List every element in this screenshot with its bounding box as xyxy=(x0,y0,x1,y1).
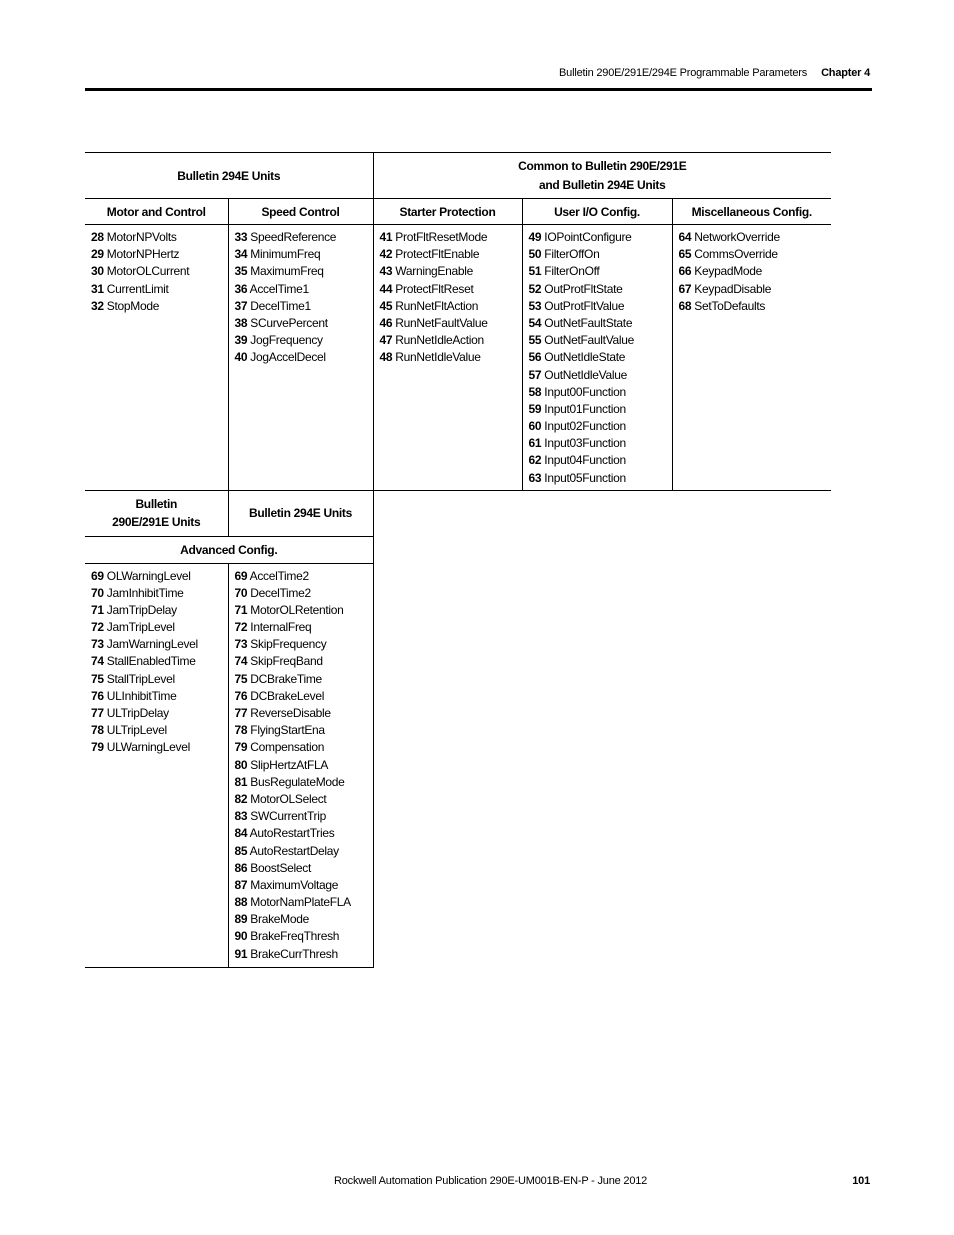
parameter-item xyxy=(235,315,373,332)
parameter-number: 35 xyxy=(234,264,248,279)
parameter-name: MotorNPHertz xyxy=(106,247,180,262)
footer-publication: Rockwell Automation Publication 290E-UM001B-EN-P - June 2012 xyxy=(334,1175,648,1187)
parameter-number: 33 xyxy=(234,230,248,244)
group-header-294e-units: Bulletin 294E Units xyxy=(85,153,373,199)
parameter-name: FlyingStartEna xyxy=(250,723,325,738)
parameter-name: MaximumFreq xyxy=(250,264,324,279)
parameter-number: 85 xyxy=(234,843,248,858)
parameter-name: JamInhibitTime xyxy=(106,585,184,600)
parameter-item xyxy=(529,349,672,366)
parameter-item xyxy=(235,602,373,619)
parameter-number: 75 xyxy=(234,671,248,686)
parameter-name: SlipHertzAtFLA xyxy=(250,757,329,772)
parameter-name: WarningEnable xyxy=(395,264,474,279)
parameter-name: ProtectFltReset xyxy=(395,281,474,296)
parameter-number: 55 xyxy=(528,333,542,348)
parameter-item xyxy=(91,281,228,298)
column-header-misc-config: Miscellaneous Config. xyxy=(672,199,831,225)
parameter-number: 76 xyxy=(234,688,248,703)
parameter-number: 76 xyxy=(91,688,104,703)
parameter-number: 75 xyxy=(91,671,104,686)
starter-protection-list xyxy=(373,225,522,491)
parameter-number: 83 xyxy=(234,809,248,824)
parameter-item xyxy=(91,688,228,705)
parameter-item xyxy=(380,246,522,263)
parameter-item xyxy=(235,585,373,602)
parameter-number: 73 xyxy=(234,637,248,652)
user-io-config-list xyxy=(522,225,672,491)
parameter-name: NetworkOverride xyxy=(694,230,780,244)
parameter-item xyxy=(91,636,228,653)
parameter-name: CommsOverride xyxy=(694,247,778,262)
parameter-item xyxy=(380,298,522,315)
parameter-name: StopMode xyxy=(106,298,160,313)
parameter-item xyxy=(529,401,672,418)
parameter-number: 57 xyxy=(528,367,542,382)
parameter-item xyxy=(235,636,373,653)
parameter-number: 67 xyxy=(678,281,692,296)
header-chapter: Chapter 4 xyxy=(821,67,870,79)
parameter-number: 71 xyxy=(91,602,104,617)
parameter-item xyxy=(529,246,672,263)
parameter-number: 50 xyxy=(528,247,542,262)
parameter-number: 81 xyxy=(234,774,248,789)
parameter-number: 60 xyxy=(528,419,542,434)
parameter-number: 29 xyxy=(91,247,104,262)
parameter-number: 84 xyxy=(234,826,248,841)
parameter-name: FilterOffOn xyxy=(544,247,600,262)
parameter-number: 66 xyxy=(678,264,692,279)
parameter-number: 86 xyxy=(234,860,248,875)
parameter-number: 59 xyxy=(528,401,542,416)
parameter-item xyxy=(235,568,373,585)
parameter-name: KeypadMode xyxy=(694,264,763,279)
parameter-item xyxy=(235,946,373,963)
parameter-name: JogAccelDecel xyxy=(250,350,326,365)
parameter-number: 51 xyxy=(528,264,542,279)
parameter-name: BoostSelect xyxy=(250,860,312,875)
parameter-item xyxy=(91,585,228,602)
parameter-name: BrakeCurrThresh xyxy=(250,946,338,961)
parameter-name: InternalFreq xyxy=(250,620,312,635)
parameter-item xyxy=(529,332,672,349)
parameter-number: 74 xyxy=(234,654,248,669)
column-header-motor-control: Motor and Control xyxy=(85,199,228,225)
parameter-item xyxy=(235,688,373,705)
parameter-item xyxy=(679,246,832,263)
parameter-item xyxy=(235,332,373,349)
parameter-item xyxy=(235,229,373,246)
parameter-name: OLWarningLevel xyxy=(106,568,191,583)
advanced-config-290e-list xyxy=(85,563,228,967)
column-header-290e-291e-units: Bulletin 290E/291E Units xyxy=(85,491,228,536)
parameter-item xyxy=(380,315,522,332)
parameter-item xyxy=(235,671,373,688)
parameter-item xyxy=(235,808,373,825)
column-header-starter-protection: Starter Protection xyxy=(373,199,522,225)
parameter-number: 46 xyxy=(379,315,393,330)
running-header xyxy=(559,67,870,79)
parameter-name: BusRegulateMode xyxy=(250,774,345,789)
parameter-number: 65 xyxy=(678,247,692,262)
parameter-name: FilterOnOff xyxy=(544,264,600,279)
parameter-name: Input02Function xyxy=(544,419,626,434)
parameter-item xyxy=(529,435,672,452)
group-header-common-units: Common to Bulletin 290E/291E and Bulletin 294E Units xyxy=(373,153,831,199)
parameter-groups-table xyxy=(85,152,831,491)
parameter-item xyxy=(91,619,228,636)
parameter-number: 87 xyxy=(234,877,248,892)
parameter-number: 43 xyxy=(379,264,393,279)
parameter-number: 74 xyxy=(91,654,104,669)
parameter-number: 88 xyxy=(234,895,248,910)
parameter-name: MotorNPVolts xyxy=(106,230,177,244)
parameter-number: 91 xyxy=(234,946,248,961)
parameter-name: JamWarningLevel xyxy=(106,637,198,652)
column-header-294e-units: Bulletin 294E Units xyxy=(228,491,373,536)
parameter-item xyxy=(679,263,832,280)
parameter-name: AccelTime1 xyxy=(249,281,309,296)
parameter-item xyxy=(529,315,672,332)
parameter-number: 41 xyxy=(379,230,393,244)
column-header-speed-control: Speed Control xyxy=(228,199,373,225)
parameter-item xyxy=(380,281,522,298)
parameter-item xyxy=(91,705,228,722)
parameter-number: 47 xyxy=(379,333,393,348)
parameter-number: 38 xyxy=(234,315,248,330)
parameter-item xyxy=(91,722,228,739)
parameter-number: 70 xyxy=(234,585,248,600)
parameter-item xyxy=(529,263,672,280)
parameter-item xyxy=(91,263,228,280)
parameter-number: 78 xyxy=(234,723,248,738)
parameter-name: StallEnabledTime xyxy=(106,654,196,669)
parameter-number: 77 xyxy=(234,706,248,720)
parameter-name: Input05Function xyxy=(544,470,626,485)
parameter-item xyxy=(380,229,522,246)
parameter-item xyxy=(235,263,373,280)
parameter-name: StallTripLevel xyxy=(106,671,175,686)
parameter-item xyxy=(235,911,373,928)
parameter-number: 77 xyxy=(91,706,104,720)
parameter-name: OutProtFltValue xyxy=(544,298,625,313)
parameter-item xyxy=(235,246,373,263)
parameter-item xyxy=(529,384,672,401)
parameter-number: 39 xyxy=(234,333,248,348)
parameter-number: 68 xyxy=(678,298,692,313)
parameter-name: BrakeMode xyxy=(250,912,309,927)
parameter-item xyxy=(679,298,832,315)
parameter-number: 80 xyxy=(234,757,248,772)
parameter-item xyxy=(235,928,373,945)
parameter-name: JamTripLevel xyxy=(106,620,175,635)
parameter-name: Input03Function xyxy=(544,436,626,451)
parameter-item xyxy=(380,263,522,280)
parameter-number: 58 xyxy=(528,384,542,399)
advanced-config-table xyxy=(85,491,374,968)
parameter-item xyxy=(235,298,373,315)
parameter-name: MotorOLCurrent xyxy=(106,264,190,279)
parameter-name: AutoRestartDelay xyxy=(249,843,339,858)
parameter-number: 69 xyxy=(91,568,104,583)
parameter-name: JamTripDelay xyxy=(106,602,177,617)
parameter-number: 78 xyxy=(91,723,104,738)
parameter-name: MotorNamPlateFLA xyxy=(250,895,351,910)
parameter-item xyxy=(91,229,228,246)
parameter-number: 82 xyxy=(234,791,248,806)
page-number: 101 xyxy=(852,1175,870,1187)
parameter-name: OutProtFltState xyxy=(544,281,623,296)
parameter-name: SCurvePercent xyxy=(250,315,328,330)
parameter-name: DCBrakeTime xyxy=(250,671,322,686)
parameter-name: IOPointConfigure xyxy=(544,230,632,244)
parameter-item xyxy=(91,298,228,315)
parameter-item xyxy=(235,722,373,739)
parameter-item xyxy=(235,619,373,636)
parameter-name: MotorOLSelect xyxy=(250,791,327,806)
parameter-item xyxy=(91,246,228,263)
parameter-name: Input04Function xyxy=(544,453,626,468)
parameter-number: 54 xyxy=(528,315,542,330)
motor-control-list xyxy=(85,225,228,491)
parameter-number: 56 xyxy=(528,350,542,365)
parameter-number: 72 xyxy=(91,620,104,635)
parameter-name: SWCurrentTrip xyxy=(250,809,326,824)
parameter-item xyxy=(235,825,373,842)
parameter-number: 73 xyxy=(91,637,104,652)
parameter-name: ULTripDelay xyxy=(106,706,169,720)
parameter-name: DCBrakeLevel xyxy=(250,688,325,703)
advanced-config-294e-list xyxy=(228,563,373,967)
parameter-item xyxy=(235,349,373,366)
parameter-item xyxy=(235,877,373,894)
speed-control-list xyxy=(228,225,373,491)
parameter-number: 45 xyxy=(379,298,393,313)
header-title: Bulletin 290E/291E/294E Programmable Parameters xyxy=(559,67,808,79)
parameter-item xyxy=(529,298,672,315)
parameter-name: AccelTime2 xyxy=(249,568,309,583)
parameter-item xyxy=(529,281,672,298)
parameter-item xyxy=(91,602,228,619)
parameter-item xyxy=(679,229,832,246)
parameter-number: 79 xyxy=(234,740,248,755)
parameter-number: 42 xyxy=(379,247,393,262)
parameter-item xyxy=(91,653,228,670)
parameter-name: ULWarningLevel xyxy=(106,740,190,755)
parameter-number: 36 xyxy=(234,281,248,296)
parameter-name: Input00Function xyxy=(544,384,626,399)
parameter-item xyxy=(235,705,373,722)
parameter-name: MinimumFreq xyxy=(250,247,321,262)
parameter-item xyxy=(91,671,228,688)
parameter-item xyxy=(529,229,672,246)
column-header-user-io-config: User I/O Config. xyxy=(522,199,672,225)
parameter-number: 62 xyxy=(528,453,542,468)
parameter-number: 31 xyxy=(91,281,104,296)
parameter-name: SkipFrequency xyxy=(250,637,327,652)
parameter-item xyxy=(235,281,373,298)
parameter-name: SpeedReference xyxy=(250,230,337,244)
parameter-name: MotorOLRetention xyxy=(250,602,344,617)
parameter-item xyxy=(235,757,373,774)
parameter-name: BrakeFreqThresh xyxy=(250,929,340,944)
parameter-name: RunNetIdleAction xyxy=(395,333,484,348)
parameter-name: CurrentLimit xyxy=(106,281,169,296)
parameter-name: OutNetIdleValue xyxy=(544,367,627,382)
parameter-name: RunNetFltAction xyxy=(395,298,479,313)
parameter-number: 30 xyxy=(91,264,104,279)
parameter-name: ProtFltResetMode xyxy=(395,230,488,244)
parameter-number: 90 xyxy=(234,929,248,944)
parameter-number: 70 xyxy=(91,585,104,600)
parameter-name: OutNetFaultState xyxy=(544,315,633,330)
parameter-item xyxy=(529,418,672,435)
parameter-number: 34 xyxy=(234,247,248,262)
parameter-name: RunNetFaultValue xyxy=(395,315,488,330)
header-rule xyxy=(85,88,872,91)
parameter-number: 53 xyxy=(528,298,542,313)
parameter-name: Compensation xyxy=(250,740,325,755)
advanced-config-header: Advanced Config. xyxy=(85,536,373,563)
parameter-number: 52 xyxy=(528,281,542,296)
parameter-number: 63 xyxy=(528,470,542,485)
parameter-item xyxy=(529,470,672,487)
parameter-number: 69 xyxy=(234,568,248,583)
parameter-item xyxy=(380,332,522,349)
parameter-name: ReverseDisable xyxy=(250,706,331,720)
misc-config-list xyxy=(672,225,831,491)
parameter-name: JogFrequency xyxy=(250,333,323,348)
parameter-item xyxy=(679,281,832,298)
parameter-number: 40 xyxy=(234,350,248,365)
parameter-name: MaximumVoltage xyxy=(250,877,339,892)
parameter-number: 79 xyxy=(91,740,104,755)
parameter-name: Input01Function xyxy=(544,401,626,416)
parameter-number: 64 xyxy=(678,230,692,244)
parameter-name: OutNetFaultValue xyxy=(544,333,634,348)
parameter-name: DecelTime2 xyxy=(250,585,311,600)
parameter-item xyxy=(235,860,373,877)
parameter-item xyxy=(235,774,373,791)
parameter-name: OutNetIdleState xyxy=(544,350,626,365)
parameter-name: ULInhibitTime xyxy=(106,688,177,703)
parameter-number: 32 xyxy=(91,298,104,313)
parameter-item xyxy=(235,653,373,670)
parameter-number: 44 xyxy=(379,281,393,296)
parameter-name: SkipFreqBand xyxy=(250,654,323,669)
parameter-name: RunNetIdleValue xyxy=(395,350,481,365)
parameter-number: 48 xyxy=(379,350,393,365)
parameter-number: 71 xyxy=(234,602,248,617)
parameter-item xyxy=(91,739,228,756)
parameter-name: KeypadDisable xyxy=(694,281,772,296)
parameter-name: AutoRestartTries xyxy=(249,826,335,841)
parameter-item xyxy=(529,452,672,469)
parameter-number: 37 xyxy=(234,298,248,313)
parameter-number: 89 xyxy=(234,912,248,927)
parameter-item xyxy=(91,568,228,585)
parameter-number: 28 xyxy=(91,230,104,244)
parameter-item xyxy=(380,349,522,366)
parameter-item xyxy=(235,791,373,808)
parameter-name: DecelTime1 xyxy=(250,298,311,313)
parameter-item xyxy=(235,894,373,911)
parameter-item xyxy=(235,843,373,860)
parameter-item xyxy=(529,367,672,384)
parameter-name: ProtectFltEnable xyxy=(395,247,480,262)
parameter-number: 49 xyxy=(528,230,542,244)
parameter-number: 72 xyxy=(234,620,248,635)
parameter-name: ULTripLevel xyxy=(106,723,167,738)
parameter-name: SetToDefaults xyxy=(694,298,766,313)
parameter-number: 61 xyxy=(528,436,542,451)
parameter-item xyxy=(235,739,373,756)
